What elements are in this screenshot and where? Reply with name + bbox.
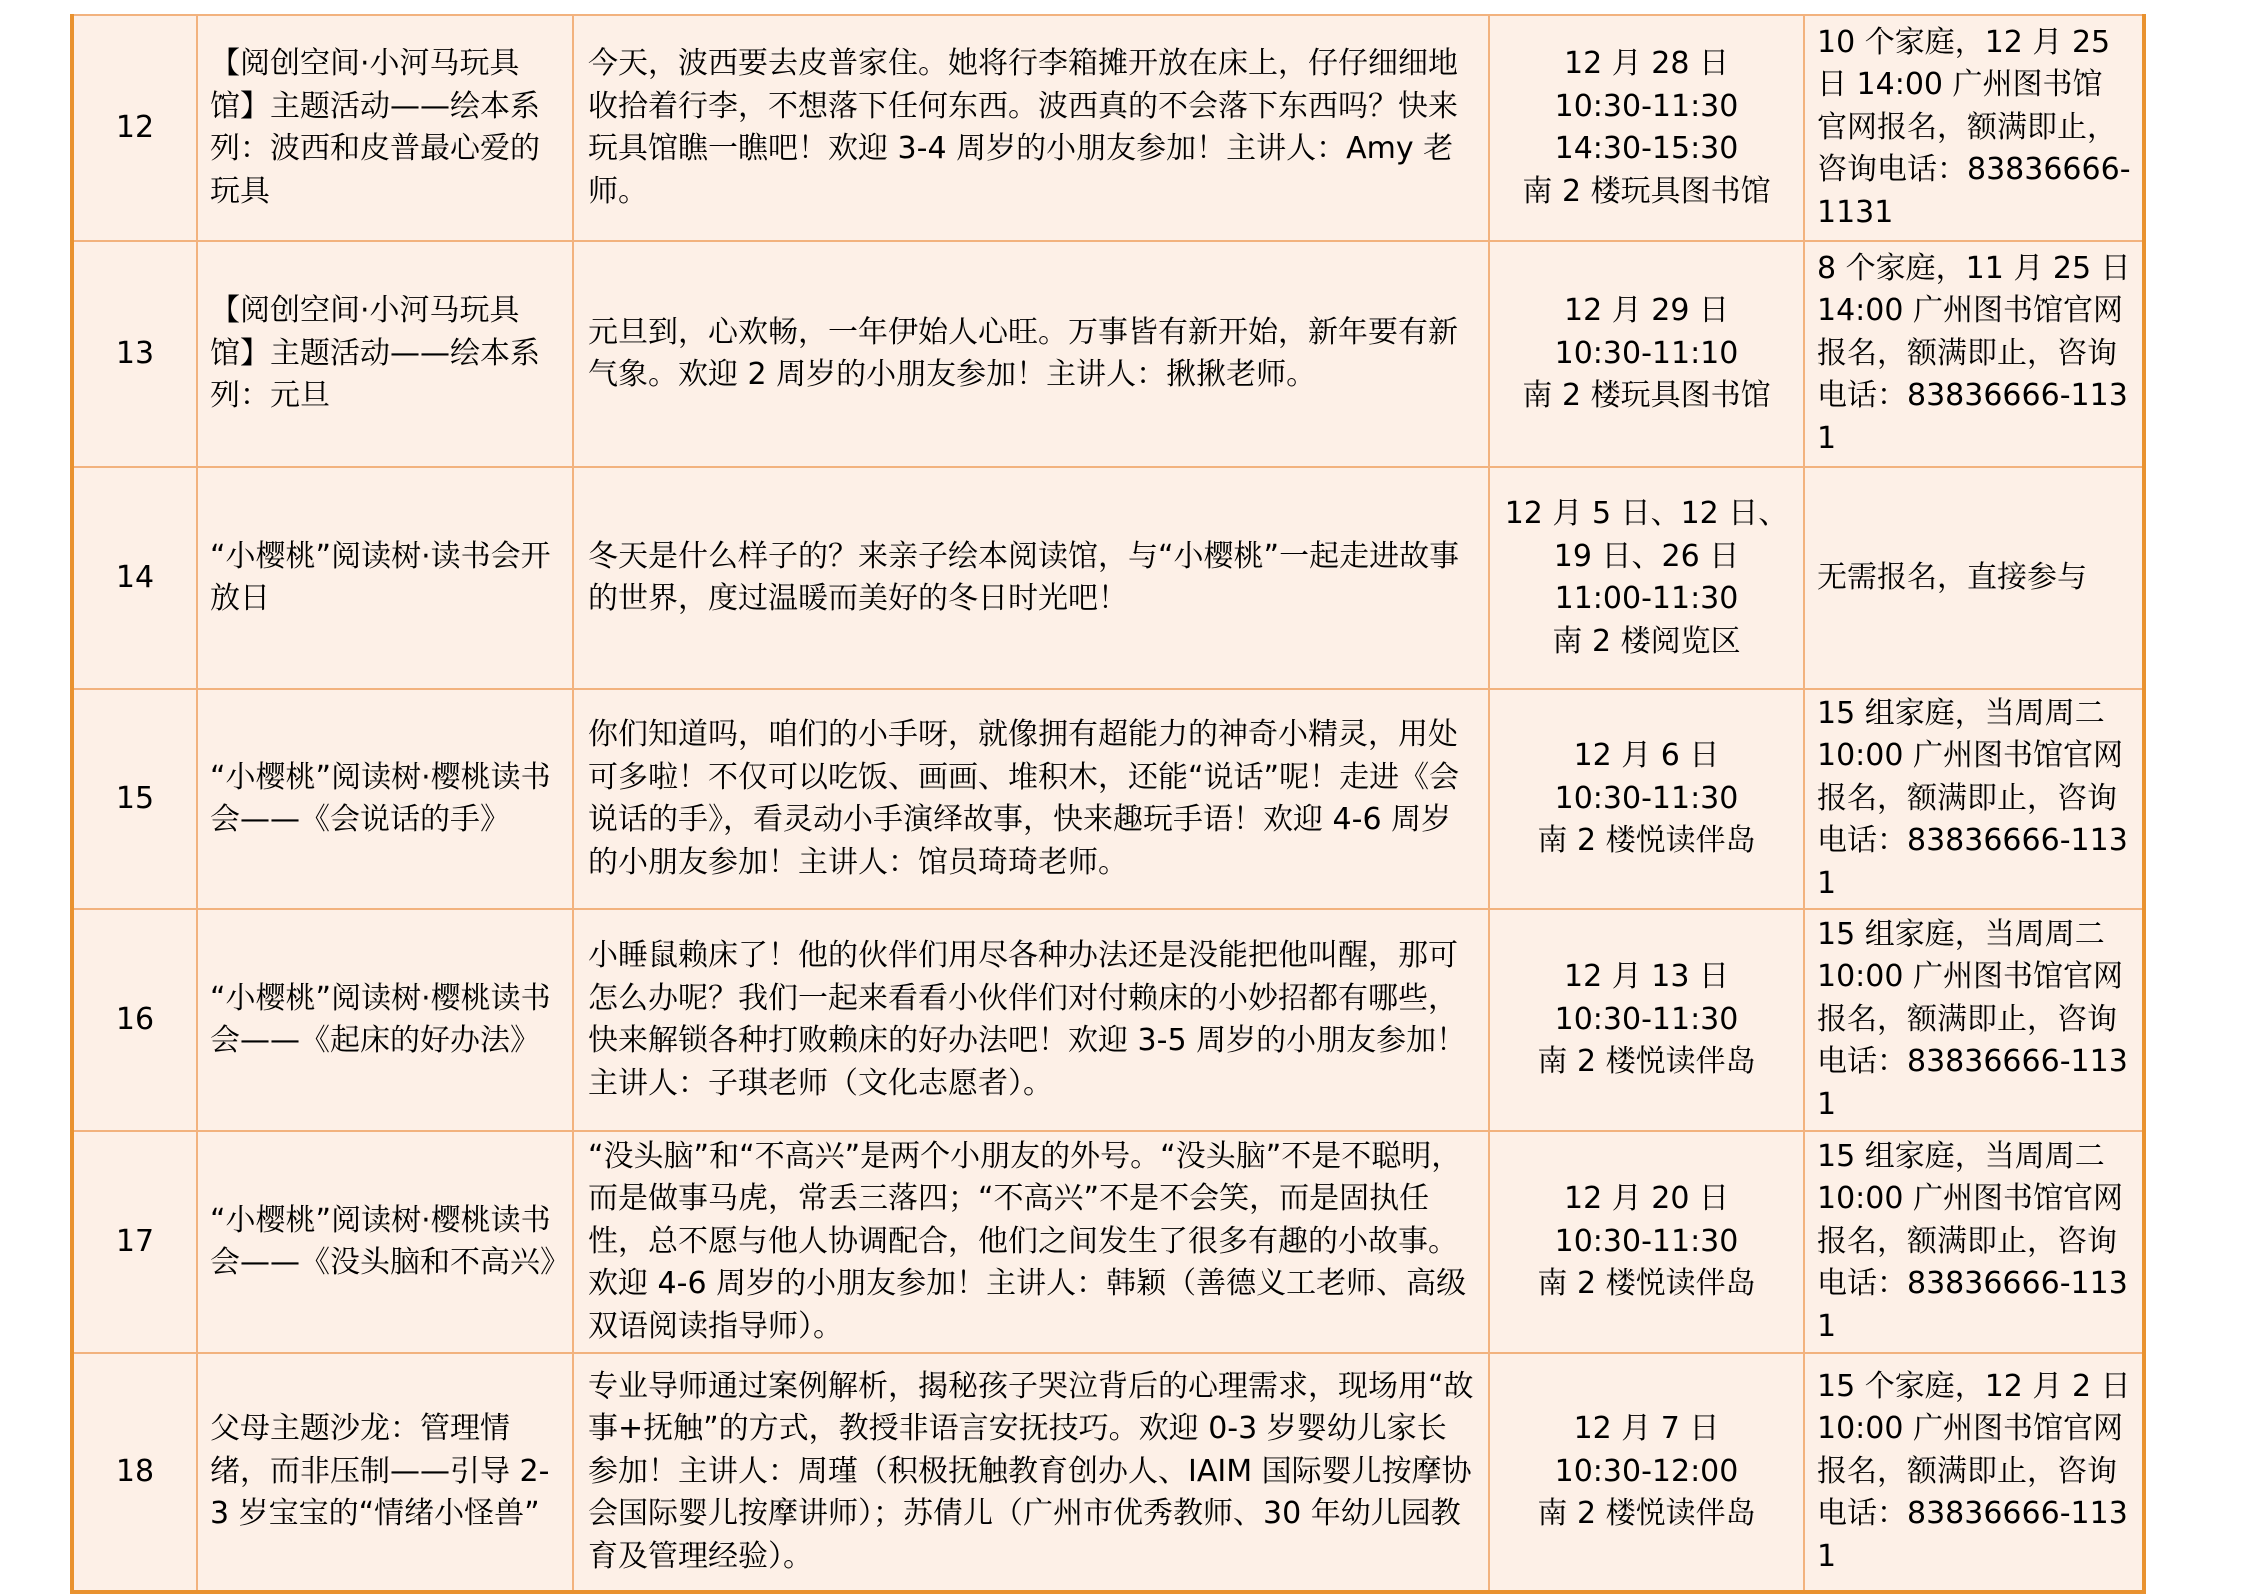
activity-number: 15 (72, 689, 197, 909)
table-row (72, 1131, 2144, 1353)
activity-name: “小樱桃”阅读树·樱桃读书会——《起床的好办法》 (197, 909, 573, 1131)
time-line: 12 月 13 日 (1564, 959, 1729, 995)
table-row (72, 689, 2144, 909)
activity-description: “没头脑”和“不高兴”是两个小朋友的外号。“没头脑”不是不聪明，而是做事马虎，常丢三落四；“不高兴”不是不会笑，而是固执任性，总不愿与他人协调配合，他们之间发生了很多有趣的小故事。欢迎 4-6 周岁的小朋友参加！主讲人：韩颖（善德义工老师、高级双语阅读指导师）。 (573, 1131, 1489, 1353)
activity-name: 父母主题沙龙：管理情绪，而非压制——引导 2-3 岁宝宝的“情绪小怪兽” (197, 1353, 573, 1592)
activity-time-location (1489, 467, 1804, 689)
activity-description: 专业导师通过案例解析，揭秘孩子哭泣背后的心理需求，现场用“故事+抚触”的方式，教授非语言安抚技巧。欢迎 0-3 岁婴幼儿家长参加！主讲人：周瑾（积极抚触教育创办人、IAIM 国际婴儿按摩协会国际婴儿按摩讲师）；苏倩儿（广州市优秀教师、30 年幼儿园教育及管理经验）。 (573, 1353, 1489, 1592)
activity-name: 【阅创空间·小河马玩具馆】主题活动——绘本系列：波西和皮普最心爱的玩具 (197, 15, 573, 241)
activity-name: “小樱桃”阅读树·樱桃读书会——《没头脑和不高兴》 (197, 1131, 573, 1353)
activity-registration: 8 个家庭，11 月 25 日 14:00 广州图书馆官网报名，额满即止，咨询电话：83836666-1131 (1804, 241, 2144, 467)
activity-number: 16 (72, 909, 197, 1131)
location-line: 南 2 楼玩具图书馆 (1522, 173, 1771, 209)
table-row (72, 241, 2144, 467)
activity-number: 18 (72, 1353, 197, 1592)
activity-number: 17 (72, 1131, 197, 1353)
time-line: 14:30-15:30 (1554, 131, 1739, 166)
activity-schedule-table (70, 14, 2146, 1594)
activity-time-location (1489, 1131, 1804, 1353)
time-line: 12 月 29 日 (1564, 293, 1729, 329)
activity-registration: 无需报名，直接参与 (1804, 467, 2144, 689)
activity-description: 元旦到，心欢畅，一年伊始人心旺。万事皆有新开始，新年要有新气象。欢迎 2 周岁的小朋友参加！主讲人：揪揪老师。 (573, 241, 1489, 467)
activity-time-location (1489, 241, 1804, 467)
location-line: 南 2 楼悦读伴岛 (1537, 1044, 1756, 1080)
activity-registration: 10 个家庭，12 月 25 日 14:00 广州图书馆官网报名，额满即止，咨询电话：83836666-1131 (1804, 15, 2144, 241)
time-line: 12 月 7 日 (1573, 1411, 1720, 1447)
activity-description: 今天，波西要去皮普家住。她将行李箱摊开放在床上，仔仔细细地收拾着行李，不想落下任何东西。波西真的不会落下东西吗？快来玩具馆瞧一瞧吧！欢迎 3-4 周岁的小朋友参加！主讲人：Amy 老师。 (573, 15, 1489, 241)
activity-name: “小樱桃”阅读树·樱桃读书会——《会说话的手》 (197, 689, 573, 909)
time-line: 12 月 20 日 (1564, 1181, 1729, 1217)
location-line: 南 2 楼阅览区 (1552, 623, 1741, 659)
activity-registration: 15 组家庭，当周周二 10:00 广州图书馆官网报名，额满即止，咨询电话：83836666-1131 (1804, 1131, 2144, 1353)
activity-number: 13 (72, 241, 197, 467)
time-line: 12 月 6 日 (1573, 738, 1720, 774)
activity-number: 14 (72, 467, 197, 689)
activity-description: 小睡鼠赖床了！他的伙伴们用尽各种办法还是没能把他叫醒，那可怎么办呢？我们一起来看看小伙伴们对付赖床的小妙招都有哪些，快来解锁各种打败赖床的好办法吧！欢迎 3-5 周岁的小朋友参加！主讲人：子琪老师（文化志愿者）。 (573, 909, 1489, 1131)
table-row (72, 1353, 2144, 1592)
location-line: 南 2 楼悦读伴岛 (1537, 1266, 1756, 1302)
activity-registration: 15 组家庭，当周周二 10:00 广州图书馆官网报名，额满即止，咨询电话：83836666-1131 (1804, 689, 2144, 909)
activity-time-location (1489, 15, 1804, 241)
activity-name: 【阅创空间·小河马玩具馆】主题活动——绘本系列：元旦 (197, 241, 573, 467)
activity-time-location (1489, 909, 1804, 1131)
table-row (72, 467, 2144, 689)
activity-name: “小樱桃”阅读树·读书会开放日 (197, 467, 573, 689)
activity-time-location (1489, 1353, 1804, 1592)
time-line: 12 月 28 日 (1564, 46, 1729, 81)
time-line: 10:30-11:10 (1554, 335, 1739, 371)
activity-registration: 15 个家庭，12 月 2 日 10:00 广州图书馆官网报名，额满即止，咨询电话：83836666-1131 (1804, 1353, 2144, 1592)
table-row (72, 909, 2144, 1131)
location-line: 南 2 楼悦读伴岛 (1537, 1496, 1756, 1532)
time-line: 10:30-11:30 (1554, 780, 1739, 816)
activity-number: 12 (72, 15, 197, 241)
activity-description: 你们知道吗，咱们的小手呀，就像拥有超能力的神奇小精灵，用处可多啦！不仅可以吃饭、画画、堆积木，还能“说话”呢！走进《会说话的手》，看灵动小手演绎故事，快来趣玩手语！欢迎 4-6 周岁的小朋友参加！主讲人：馆员琦琦老师。 (573, 689, 1489, 909)
time-line: 19 日、26 日 (1553, 538, 1740, 574)
activity-time-location (1489, 689, 1804, 909)
activity-registration: 15 组家庭，当周周二 10:00 广州图书馆官网报名，额满即止，咨询电话：83836666-1131 (1804, 909, 2144, 1131)
location-line: 南 2 楼玩具图书馆 (1522, 378, 1771, 414)
time-line: 12 月 5 日、12 日、 (1504, 496, 1789, 531)
time-line: 10:30-11:30 (1554, 1001, 1739, 1037)
time-line: 10:30-11:30 (1554, 1223, 1739, 1259)
time-line: 10:30-11:30 (1554, 88, 1739, 124)
time-line: 11:00-11:30 (1554, 581, 1739, 616)
activity-description: 冬天是什么样子的？来亲子绘本阅读馆，与“小樱桃”一起走进故事的世界，度过温暖而美好的冬日时光吧！ (573, 467, 1489, 689)
time-line: 10:30-12:00 (1554, 1453, 1739, 1489)
table-row (72, 15, 2144, 241)
location-line: 南 2 楼悦读伴岛 (1537, 823, 1756, 859)
